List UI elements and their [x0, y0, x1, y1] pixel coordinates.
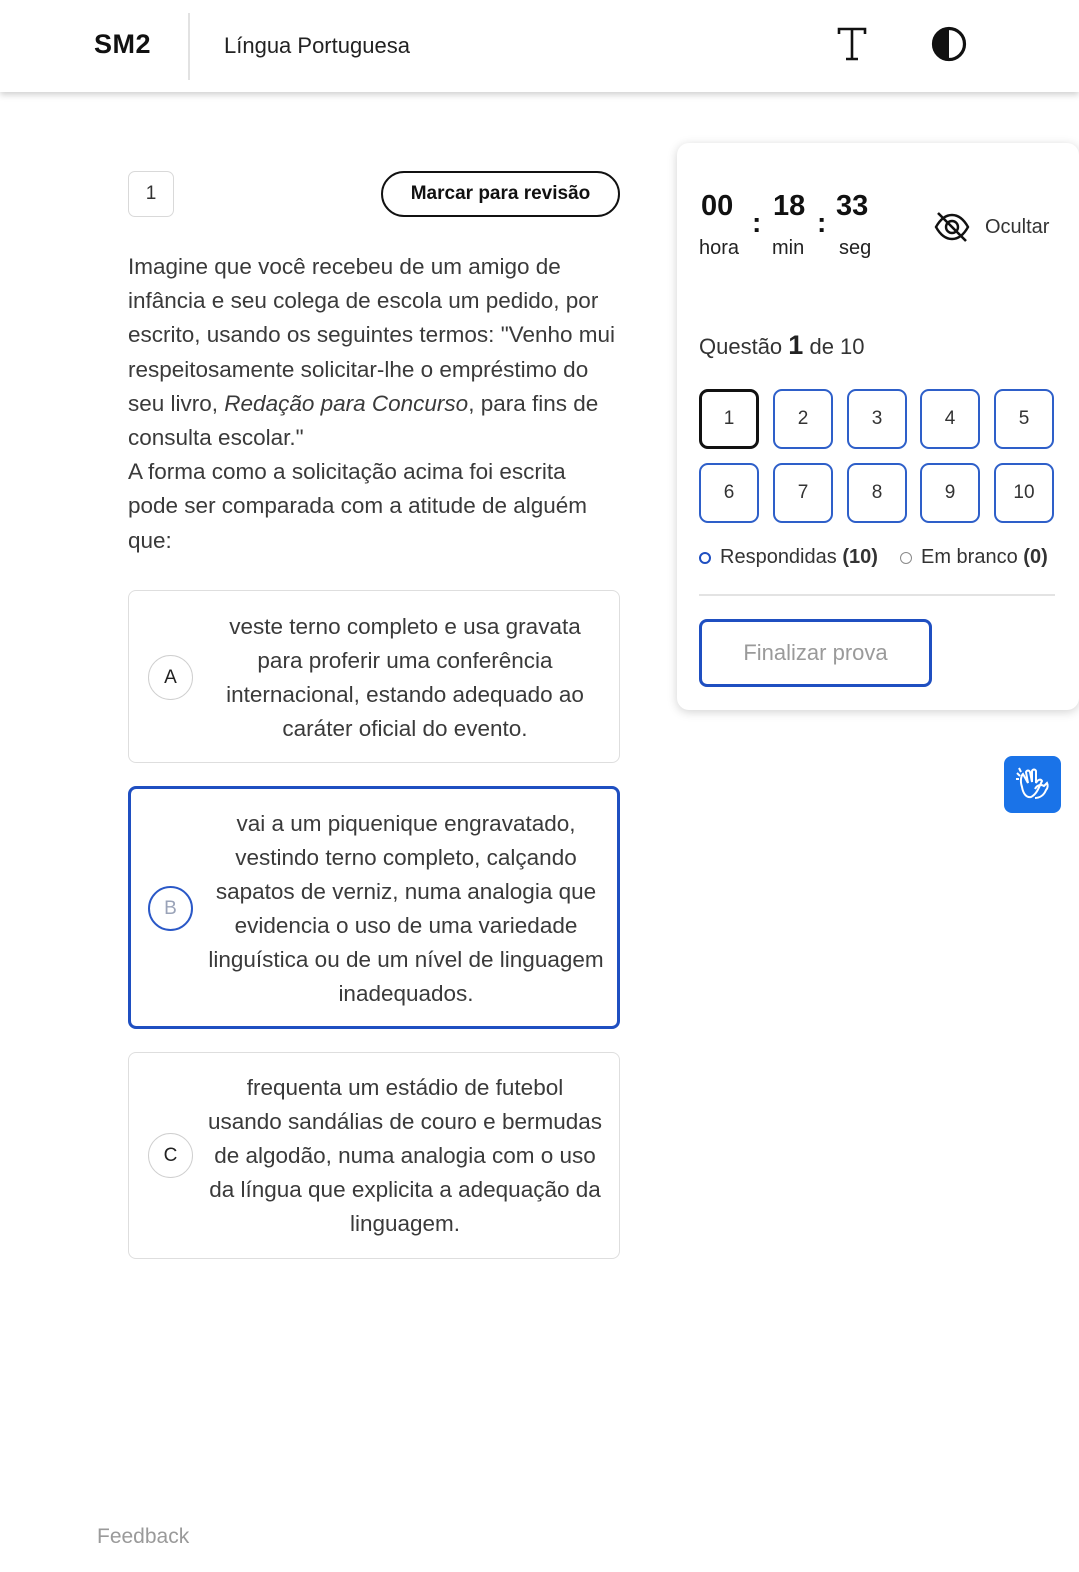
timer-hours-label: hora — [699, 237, 740, 259]
question-statement — [128, 250, 618, 558]
counter-suffix: de 10 — [809, 334, 865, 359]
timer-hours: 00 — [701, 190, 734, 222]
counter-current: 1 — [788, 330, 804, 360]
question-nav-5[interactable]: 5 — [994, 389, 1054, 449]
app-logo: SM2 — [94, 29, 152, 59]
option-b[interactable] — [128, 786, 620, 1029]
question-nav-9[interactable]: 9 — [920, 463, 980, 523]
answered-count: (10) — [842, 546, 878, 568]
option-text: frequenta um estádio de futebol usando sandálias de couro e bermudas de algodão, numa analogia com o uso da língua que explicita a adequação da linguagem. — [207, 1075, 602, 1236]
option-a[interactable] — [128, 590, 620, 763]
answered-label: Respondidas — [720, 546, 837, 568]
legend-blank — [900, 546, 1048, 569]
question-nav-8[interactable]: 8 — [847, 463, 907, 523]
option-text: vai a um piquenique engravatado, vestindo terno completo, calçando sapatos de verniz, numa analogia que evidencia o uso de uma variedade linguística ou de um nível de linguagem inadequados. — [208, 811, 604, 1006]
option-letter: A — [148, 655, 193, 700]
option-c[interactable] — [128, 1052, 620, 1259]
timer-minutes-label: min — [772, 237, 805, 259]
question-nav-1[interactable]: 1 — [699, 389, 759, 449]
statement-prompt: A forma como a solicitação acima foi escrita pode ser comparada com a atitude de alguém que: — [128, 459, 588, 553]
legend-answered — [699, 546, 878, 569]
timer-seconds: 33 — [836, 190, 869, 222]
font-size-button[interactable] — [834, 22, 870, 66]
panel-divider — [699, 594, 1055, 596]
contrast-icon — [930, 25, 968, 63]
question-number-badge: 1 — [128, 171, 174, 217]
question-nav-2[interactable]: 2 — [773, 389, 833, 449]
subject-title: Língua Portuguesa — [224, 33, 410, 58]
eye-off-icon — [933, 208, 971, 246]
book-title: Redação para Concurso — [224, 390, 469, 416]
contrast-button[interactable] — [930, 25, 968, 63]
hide-timer-label: Ocultar — [985, 216, 1050, 238]
text-size-icon — [834, 22, 870, 66]
statement-part-1: Imagine que você recebeu de um amigo de infância e seu colega de escola um pedido, por escrito, usando os seguintes termos: "Venho mui respeitosamente solicitar-lhe o empréstimo do seu livro, — [128, 254, 616, 416]
question-nav-3[interactable]: 3 — [847, 389, 907, 449]
hide-timer-button[interactable] — [933, 206, 1063, 250]
question-nav-7[interactable]: 7 — [773, 463, 833, 523]
option-text: veste terno completo e usa gravata para proferir uma conferência internacional, estando adequado ao caráter oficial do evento. — [226, 614, 584, 741]
question-counter — [699, 330, 865, 361]
answered-dot-icon — [699, 552, 711, 564]
statement-part-2: , para fins de consulta escolar." — [128, 390, 599, 451]
blank-label: Em branco — [921, 546, 1018, 568]
option-letter: C — [148, 1133, 193, 1178]
mark-for-review-button[interactable]: Marcar para revisão — [381, 171, 620, 217]
libras-accessibility-button[interactable] — [1004, 756, 1061, 813]
option-letter: B — [148, 886, 193, 931]
counter-prefix: Questão — [699, 334, 783, 359]
blank-count: (0) — [1023, 546, 1048, 568]
blank-dot-icon — [900, 552, 912, 564]
top-header — [0, 0, 1079, 92]
question-nav-4[interactable]: 4 — [920, 389, 980, 449]
timer-separator: : — [817, 207, 827, 238]
feedback-link[interactable]: Feedback — [97, 1525, 190, 1548]
header-divider — [188, 13, 190, 80]
sign-language-hands-icon — [1013, 765, 1053, 805]
timer-separator: : — [752, 207, 762, 238]
question-nav-10[interactable]: 10 — [994, 463, 1054, 523]
timer-seconds-label: seg — [839, 237, 872, 259]
timer-minutes: 18 — [773, 190, 806, 222]
finish-exam-button[interactable]: Finalizar prova — [699, 619, 932, 687]
question-nav-6[interactable]: 6 — [699, 463, 759, 523]
